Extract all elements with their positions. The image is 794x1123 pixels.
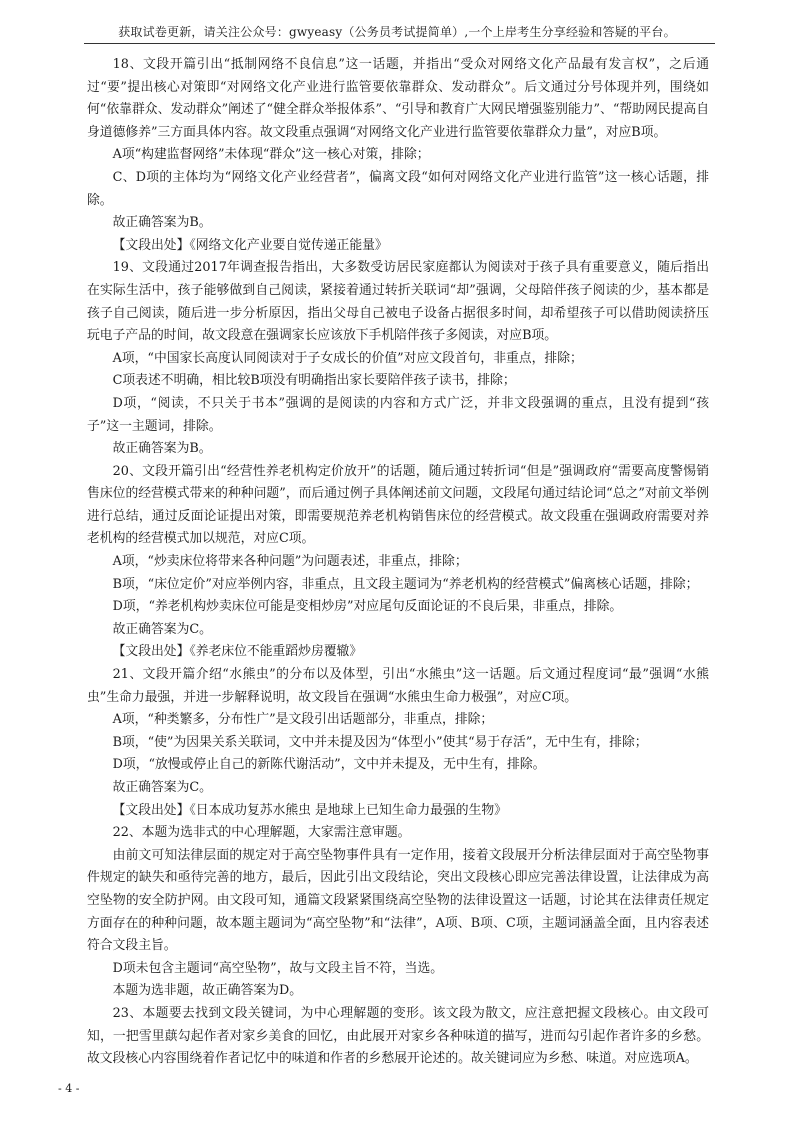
paragraph: D项，“阅读，不只关于书本”强调的是阅读的内容和方式广泛，并非文段强调的重点，且没有提到“孩子”这一主题词，排除。	[87, 395, 709, 434]
paragraph: D项未包含主题词“高空坠物”，故与文段主旨不符，当选。	[112, 960, 444, 976]
paragraph: 23、本题要去找到文段关键词，为中心理解题的变形。该文段为散文，应注意把握文段核心。由文段可知，一把雪里蕻勾起作者对家乡美食的回忆，由此展开对家乡各种味道的描写，进而勾引起作者许多的乡愁。故文段核心内容围绕着作者记忆中的味道和作者的乡愁展开论述的。故关键词应为乡愁、味道。对应选项A。	[87, 1005, 709, 1067]
paragraph: B项，“使”为因果关系关联词，文中并未提及因为“体型小”使其“易于存活”，无中生有，排除；	[112, 734, 648, 750]
paragraph: 21、文段开篇介绍“水熊虫”的分布以及体型，引出“水熊虫”这一话题。后文通过程度词“最”强调“水熊虫”生命力最强，并进一步解释说明，故文段旨在强调“水熊虫生命力极强”，对应C项。	[87, 667, 709, 705]
paragraph: 18、文段开篇引出“抵制网络不良信息”这一话题，并指出“受众对网络文化产品最有发言权”，之后通过“要”提出核心对策即“对网络文化产业进行监管要依靠群众、发动群众”。后文通过分号体现并列，围绕如何“依靠群众、发动群众”阐述了“健全群众举报体系”、“引导和教育广大网民增强鉴别能力”、“帮助网民提高自身道德修养”三方面具体内容。故文段重点强调“对网络文化产业进行监管要依靠群众力量”，对应B项。	[87, 57, 709, 140]
document-body	[87, 54, 709, 1071]
source-citation: 【文段出处】《日本成功复苏水熊虫 是地球上已知生命力最强的生物》	[112, 802, 507, 818]
paragraph: 由前文可知法律层面的规定对于高空坠物事件具有一定作用，接着文段展开分析法律层面对于高空坠物事件规定的缺失和亟待完善的地方，最后，因此引出文段结论，突出文段核心即应完善法律设置，让法律成为高空坠物的安全防护网。由文段可知，通篇文段紧紧围绕高空坠物的法律设置这一话题，讨论其在法律责任规定方面存在的种种问题，故本题主题词为“高空坠物”和“法律”，A项、B项、C项，主题词涵盖全面，且内容表述符合文段主旨。	[87, 847, 709, 954]
source-citation: 【文段出处】《养老床位不能重蹈炒房覆辙》	[112, 644, 363, 660]
paragraph: 22、本题为选非式的中心理解题，大家需注意审题。	[112, 825, 411, 841]
paragraph: A项，“种类繁多，分布性广”是文段引出话题部分，非重点，排除；	[112, 712, 494, 728]
paragraph: A项“构建监督网络”未体现“群众”这一核心对策，排除；	[112, 147, 430, 163]
paragraph: A项，“中国家长高度认同阅读对于子女成长的价值”对应文段首句，非重点，排除；	[112, 350, 583, 366]
page-number: - 4 -	[58, 1082, 80, 1095]
paragraph: 故正确答案为C。	[112, 780, 212, 795]
paragraph: 本题为选非题，故正确答案为D。	[112, 983, 303, 999]
paragraph: C项表述不明确，相比较B项没有明确指出家长要陪伴孩子读书，排除；	[112, 373, 516, 389]
page-header: 获取试卷更新，请关注公众号：gwyeasy（公务员考试提简单）,一个上岸考生分享经验和答疑的平台。	[118, 25, 676, 39]
paragraph: A项，“炒卖床位将带来各种问题”为问题表述，非重点，排除；	[112, 554, 468, 570]
paragraph: 故正确答案为B。	[112, 441, 212, 457]
header-divider	[84, 43, 715, 44]
paragraph: 故正确答案为B。	[112, 215, 212, 231]
paragraph: D项，“放慢或停止自己的新陈代谢活动”，文中并未提及，无中生有，排除。	[112, 757, 546, 773]
paragraph: D项，“养老机构炒卖床位可能是变相炒房”对应尾句反面论证的不良后果，非重点，排除。	[112, 599, 623, 615]
paragraph: 19、文段通过2017年调查报告指出，大多数受访居民家庭都认为阅读对于孩子具有重要意义，随后指出在实际生活中，孩子能够做到自己阅读，紧接着通过转折关联词“却”强调，父母陪伴孩子阅读的少，基本都是孩子自己阅读，随后进一步分析原因，指出父母自己被电子设备占据很多时间，却希望孩子可以借助阅读挤压玩电子产品的时间，故文段意在强调家长应该放下手机陪伴孩子多阅读，对应B项。	[87, 260, 709, 344]
paragraph: 20、文段开篇引出“经营性养老机构定价放开”的话题，随后通过转折词“但是”强调政府“需要高度警惕销售床位的经营模式带来的种种问题”，而后通过例子具体阐述前文问题，文段尾句通过结论词“总之”对前文举例进行总结，通过反面论证提出对策，即需要规范养老机构销售床位的经营模式。故文段重在强调政府需要对养老机构的经营模式加以规范，对应C项。	[87, 463, 709, 547]
paragraph: 故正确答案为C。	[112, 621, 212, 637]
paragraph: C、D项的主体均为“网络文化产业经营者”，偏离文段“如何对网络文化产业进行监管”这一核心话题，排除。	[87, 169, 709, 208]
paragraph: B项，“床位定价”对应举例内容，非重点，且文段主题词为“养老机构的经营模式”偏离核心话题，排除；	[112, 576, 699, 592]
source-citation: 【文段出处】《网络文化产业要自觉传递正能量》	[112, 237, 388, 253]
